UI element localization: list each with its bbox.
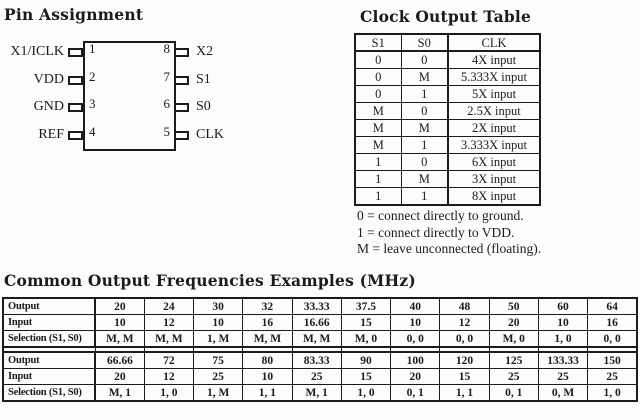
clock-table-notes bbox=[357, 208, 541, 258]
freq-cell: 0, 1 bbox=[489, 385, 538, 402]
pin-label-vdd: VDD bbox=[33, 71, 64, 87]
pin-8 bbox=[174, 48, 189, 57]
freq-cell: 1, 0 bbox=[588, 385, 637, 402]
note-ground: 0 = connect directly to ground. bbox=[357, 208, 524, 223]
freq-cell: 12 bbox=[144, 369, 193, 385]
freq-cell: 10 bbox=[538, 315, 587, 331]
pin-number-6: 6 bbox=[163, 96, 170, 112]
clock-cell: M bbox=[401, 171, 448, 188]
column-header-s0: S0 bbox=[401, 34, 448, 51]
clock-cell: M bbox=[355, 120, 401, 137]
pin-3 bbox=[68, 103, 83, 112]
clock-cell: 1 bbox=[355, 154, 401, 171]
freq-cell: 25 bbox=[538, 369, 587, 385]
table-row bbox=[355, 171, 540, 188]
freq-cell: M, 1 bbox=[292, 385, 341, 402]
freq-cell: M, 0 bbox=[341, 331, 390, 348]
pin-5 bbox=[174, 131, 189, 140]
clock-cell: 8X input bbox=[448, 188, 540, 206]
freq-cell: 1, 0 bbox=[538, 331, 587, 348]
frequency-examples-table bbox=[2, 297, 638, 402]
freq-cell: 0, M bbox=[538, 385, 587, 402]
pin-number-1: 1 bbox=[89, 41, 96, 56]
table-row bbox=[355, 103, 540, 120]
freq-row-output bbox=[3, 298, 637, 315]
row-label-selection: Selection (S1, S0) bbox=[3, 331, 95, 348]
clock-cell: 1 bbox=[401, 86, 448, 103]
freq-cell: 20 bbox=[391, 369, 440, 385]
clock-output-table-title: Clock Output Table bbox=[360, 7, 532, 26]
frequency-examples-title: Common Output Frequencies Examples (MHz) bbox=[4, 271, 416, 290]
freq-cell: 83.33 bbox=[292, 352, 341, 369]
freq-cell: 60 bbox=[538, 298, 587, 315]
freq-cell: 24 bbox=[144, 298, 193, 315]
freq-cell: M, M bbox=[292, 331, 341, 348]
freq-cell: 1, 1 bbox=[243, 385, 292, 402]
clock-cell: 1 bbox=[401, 188, 448, 206]
freq-cell: 30 bbox=[194, 298, 243, 315]
freq-cell: 10 bbox=[391, 315, 440, 331]
clock-cell: 0 bbox=[355, 51, 401, 69]
freq-cell: 15 bbox=[341, 369, 390, 385]
clock-cell: 0 bbox=[401, 103, 448, 120]
freq-cell: 80 bbox=[243, 352, 292, 369]
freq-cell: 0, 0 bbox=[588, 331, 637, 348]
row-label-input: Input bbox=[3, 315, 95, 331]
freq-cell: 32 bbox=[243, 298, 292, 315]
pin-number-4: 4 bbox=[89, 124, 96, 140]
column-header-clk: CLK bbox=[448, 34, 540, 51]
pin-label-x2: X2 bbox=[196, 44, 214, 59]
freq-cell: 20 bbox=[95, 369, 144, 385]
clock-cell: 2.5X input bbox=[448, 103, 540, 120]
row-label-selection: Selection (S1, S0) bbox=[3, 385, 95, 402]
freq-cell: 37.5 bbox=[341, 298, 390, 315]
pin-label-gnd: GND bbox=[33, 99, 64, 115]
clock-cell: 0 bbox=[401, 154, 448, 171]
pin-number-8: 8 bbox=[163, 41, 170, 56]
table-row bbox=[355, 137, 540, 154]
freq-cell: 16 bbox=[588, 315, 637, 331]
freq-row-selection bbox=[3, 385, 637, 402]
freq-row-output bbox=[3, 352, 637, 369]
freq-cell: M, M bbox=[243, 331, 292, 348]
pin-label-ref: REF bbox=[38, 127, 64, 143]
pin-label-x1-iclk: X1/ICLK bbox=[10, 44, 64, 59]
table-row bbox=[355, 154, 540, 171]
pin-6 bbox=[174, 103, 189, 112]
freq-cell: 25 bbox=[292, 369, 341, 385]
freq-cell: 90 bbox=[341, 352, 390, 369]
pin-label-clk: CLK bbox=[196, 127, 224, 143]
freq-cell: 1, M bbox=[194, 385, 243, 402]
freq-cell: 40 bbox=[391, 298, 440, 315]
freq-cell: 125 bbox=[489, 352, 538, 369]
freq-cell: 1, 0 bbox=[144, 385, 193, 402]
freq-cell: 0, 0 bbox=[391, 331, 440, 348]
freq-cell: 50 bbox=[489, 298, 538, 315]
freq-cell: 10 bbox=[194, 315, 243, 331]
freq-cell: 120 bbox=[440, 352, 489, 369]
table-row bbox=[355, 51, 540, 69]
freq-cell: 48 bbox=[440, 298, 489, 315]
freq-row-input bbox=[3, 315, 637, 331]
row-label-output: Output bbox=[3, 298, 95, 315]
table-row bbox=[355, 188, 540, 206]
pin-4 bbox=[68, 131, 83, 140]
clock-cell: 4X input bbox=[448, 51, 540, 69]
freq-cell: 133.33 bbox=[538, 352, 587, 369]
freq-cell: 25 bbox=[588, 369, 637, 385]
freq-cell: 64 bbox=[588, 298, 637, 315]
clock-cell: 0 bbox=[355, 86, 401, 103]
freq-row-input bbox=[3, 369, 637, 385]
pin-1 bbox=[68, 48, 83, 57]
clock-cell: 0 bbox=[355, 69, 401, 86]
clock-cell: 1 bbox=[401, 137, 448, 154]
clock-cell: 1 bbox=[355, 171, 401, 188]
freq-cell: 1, 1 bbox=[440, 385, 489, 402]
freq-cell: 33.33 bbox=[292, 298, 341, 315]
clock-cell: 1 bbox=[355, 188, 401, 206]
freq-cell: 72 bbox=[144, 352, 193, 369]
freq-cell: M, M bbox=[144, 331, 193, 348]
pin-number-5: 5 bbox=[163, 124, 170, 140]
freq-cell: 1, 0 bbox=[341, 385, 390, 402]
pin-number-2: 2 bbox=[89, 68, 96, 84]
freq-cell: M, 0 bbox=[489, 331, 538, 348]
freq-cell: 25 bbox=[194, 369, 243, 385]
pin-number-3: 3 bbox=[89, 96, 96, 112]
freq-cell: 0, 0 bbox=[440, 331, 489, 348]
freq-cell: 15 bbox=[341, 315, 390, 331]
pin-label-s0: S0 bbox=[196, 99, 211, 115]
note-vdd: 1 = connect directly to VDD. bbox=[357, 224, 515, 240]
clock-cell: 3.333X input bbox=[448, 137, 540, 154]
clock-cell: 5.333X input bbox=[448, 69, 540, 86]
note-floating: M = leave unconnected (floating). bbox=[357, 241, 542, 256]
freq-cell: 25 bbox=[489, 369, 538, 385]
pin-number-7: 7 bbox=[163, 68, 170, 84]
freq-cell: 12 bbox=[440, 315, 489, 331]
pin-7 bbox=[174, 76, 189, 85]
table-row bbox=[355, 69, 540, 86]
freq-cell: 10 bbox=[243, 369, 292, 385]
freq-cell: M, M bbox=[95, 331, 144, 348]
clock-cell: M bbox=[401, 120, 448, 137]
freq-cell: 75 bbox=[194, 352, 243, 369]
clock-cell: 0 bbox=[401, 51, 448, 69]
pin-2 bbox=[68, 76, 83, 85]
pin-assignment-title: Pin Assignment bbox=[4, 5, 144, 24]
clock-cell: 6X input bbox=[448, 154, 540, 171]
freq-cell: 12 bbox=[144, 315, 193, 331]
pin-label-s1: S1 bbox=[196, 71, 211, 87]
freq-cell: 0, 1 bbox=[391, 385, 440, 402]
row-label-input: Input bbox=[3, 369, 95, 385]
clock-cell: 5X input bbox=[448, 86, 540, 103]
table-row bbox=[355, 86, 540, 103]
table-header-row bbox=[355, 34, 540, 51]
freq-cell: 10 bbox=[95, 315, 144, 331]
freq-row-selection bbox=[3, 331, 637, 348]
freq-cell: 15 bbox=[440, 369, 489, 385]
clock-cell: 2X input bbox=[448, 120, 540, 137]
ic-package-diagram bbox=[0, 0, 320, 270]
freq-cell: 66.66 bbox=[95, 352, 144, 369]
clock-cell: 3X input bbox=[448, 171, 540, 188]
freq-cell: 16 bbox=[243, 315, 292, 331]
clock-output-table bbox=[354, 33, 541, 206]
column-header-s1: S1 bbox=[355, 34, 401, 51]
clock-cell: M bbox=[355, 103, 401, 120]
freq-cell: 20 bbox=[95, 298, 144, 315]
freq-cell: 16.66 bbox=[292, 315, 341, 331]
clock-cell: M bbox=[355, 137, 401, 154]
table-row bbox=[355, 120, 540, 137]
freq-cell: 100 bbox=[391, 352, 440, 369]
row-label-output: Output bbox=[3, 352, 95, 369]
freq-cell: 20 bbox=[489, 315, 538, 331]
clock-cell: M bbox=[401, 69, 448, 86]
freq-cell: 150 bbox=[588, 352, 637, 369]
freq-cell: M, 1 bbox=[95, 385, 144, 402]
freq-cell: 1, M bbox=[194, 331, 243, 348]
